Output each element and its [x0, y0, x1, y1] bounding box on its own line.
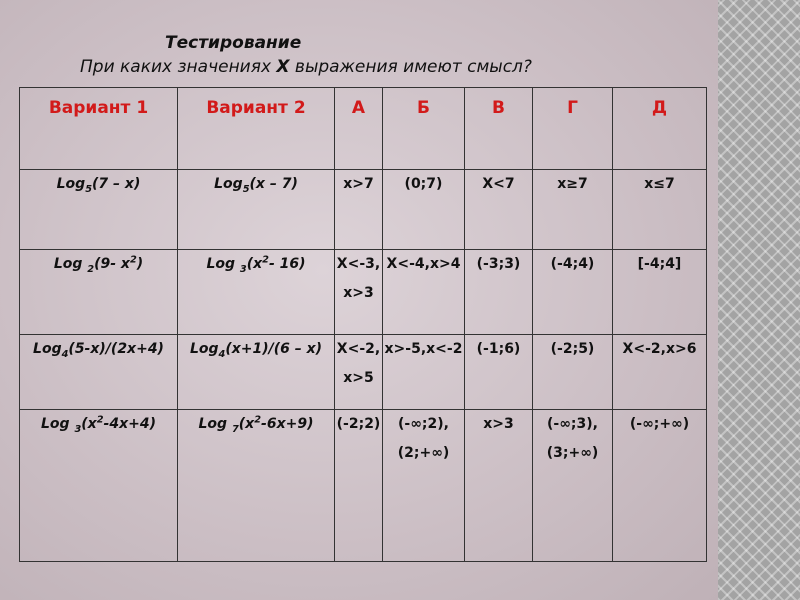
variant-1-expression: Log$_4$(5-x)/(2x+4) — [20, 335, 178, 410]
subtitle-text-end: выражения имеют смысл? — [289, 57, 532, 77]
variant-2-expression: Log $_3(x^2-$ 16) — [178, 250, 335, 335]
answer-cell-d: (-∞;+∞) — [613, 410, 707, 562]
answer-cell-a: X<-3, x>3 — [335, 250, 383, 335]
decorative-pattern-strip — [718, 0, 800, 600]
table-row — [20, 335, 707, 410]
variant-2-expression: Log$_4$(x+1)/(6 – x) — [178, 335, 335, 410]
table-row — [20, 170, 707, 250]
variant-2-expression: Log$_5$(x – 7) — [178, 170, 335, 250]
answer-cell-a: x>7 — [335, 170, 383, 250]
variant-1-expression: Log $_2$(9- $x^2$) — [20, 250, 178, 335]
page-subtitle — [80, 57, 532, 77]
header-cell: Вариант 2 — [178, 88, 335, 170]
answer-cell-v: X<7 — [465, 170, 533, 250]
variant-1-expression: Log $_3(x^2-4x+4)$ — [20, 410, 178, 562]
table-header-row — [20, 88, 707, 170]
header-cell: Г — [533, 88, 613, 170]
header-cell: А — [335, 88, 383, 170]
answer-cell-b: (0;7) — [383, 170, 465, 250]
answer-cell-g: (-∞;3), (3;+∞) — [533, 410, 613, 562]
header-cell: В — [465, 88, 533, 170]
answer-cell-g: (-4;4) — [533, 250, 613, 335]
answer-cell-b: X<-4,x>4 — [383, 250, 465, 335]
answer-cell-b: (-∞;2), (2;+∞) — [383, 410, 465, 562]
answer-cell-g: x≥7 — [533, 170, 613, 250]
answer-cell-d: X<-2,x>6 — [613, 335, 707, 410]
header-cell: Вариант 1 — [20, 88, 178, 170]
answer-cell-a: X<-2, x>5 — [335, 335, 383, 410]
answer-cell-v: x>3 — [465, 410, 533, 562]
header-cell: Б — [383, 88, 465, 170]
table-row — [20, 410, 707, 562]
answer-cell-a: (-2;2) — [335, 410, 383, 562]
answer-cell-g: (-2;5) — [533, 335, 613, 410]
subtitle-text-start: При каких значениях — [80, 57, 277, 77]
test-table — [19, 87, 707, 562]
subtitle-variable: Х — [276, 57, 290, 77]
table-row — [20, 250, 707, 335]
answer-cell-d: x≤7 — [613, 170, 707, 250]
variant-1-expression: Log$_5$(7 – x) — [20, 170, 178, 250]
page-title: Тестирование — [165, 33, 302, 53]
variant-2-expression: Log $_7(x^2-6x+9)$ — [178, 410, 335, 562]
answer-cell-v: (-3;3) — [465, 250, 533, 335]
answer-cell-d: [-4;4] — [613, 250, 707, 335]
header-cell: Д — [613, 88, 707, 170]
answer-cell-b: x>-5,x<-2 — [383, 335, 465, 410]
answer-cell-v: (-1;6) — [465, 335, 533, 410]
